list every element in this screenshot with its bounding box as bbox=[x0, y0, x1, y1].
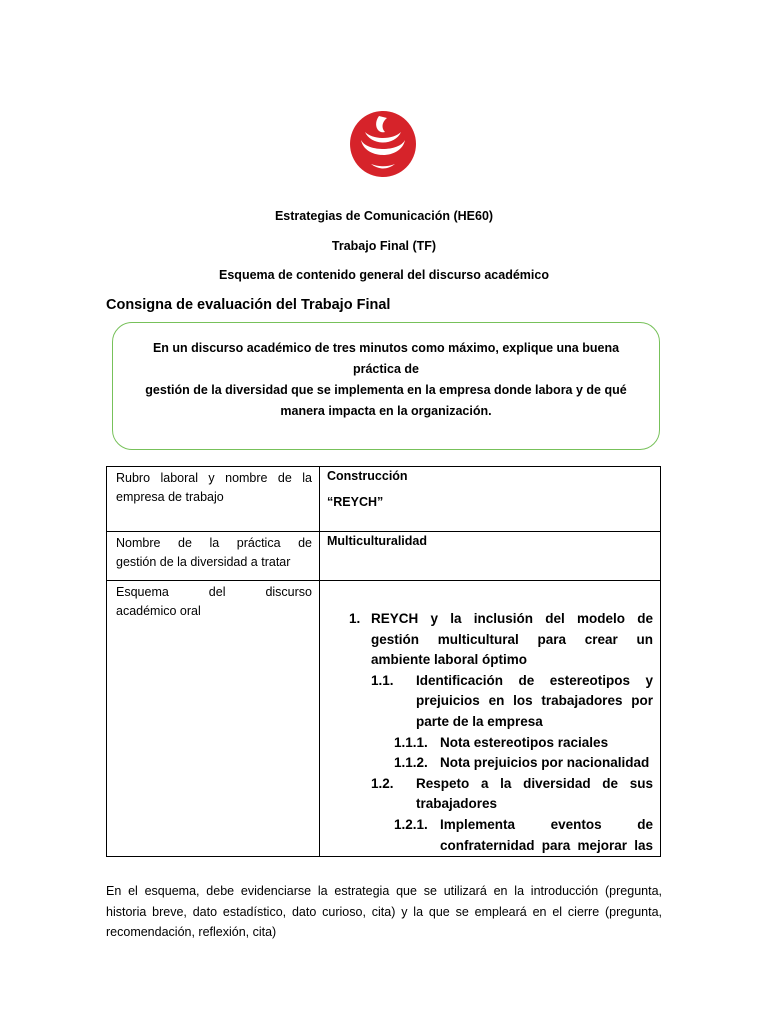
industry-value: Construcción bbox=[327, 469, 408, 483]
outline-number: 1. bbox=[349, 611, 361, 626]
outline-item bbox=[394, 753, 653, 774]
outline-text: Nota prejuicios por nacionalidad bbox=[440, 755, 650, 771]
row-label-line: empresa de trabajo bbox=[116, 490, 224, 504]
document-subtitle: Esquema de contenido general del discurso académico bbox=[219, 268, 549, 282]
assignment-title: Trabajo Final (TF) bbox=[331, 239, 437, 253]
row-label-line: académico oral bbox=[116, 604, 201, 618]
outline-item bbox=[371, 671, 653, 733]
speech-outline bbox=[320, 609, 653, 856]
table-row bbox=[107, 581, 661, 857]
row-label bbox=[107, 467, 320, 532]
outline-text: Nota estereotipos raciales bbox=[440, 734, 609, 750]
table-row bbox=[107, 532, 661, 581]
prompt-line: En un discurso académico de tres minutos como máximo, explique una buena práctica de bbox=[152, 341, 620, 376]
outline-item bbox=[394, 733, 653, 754]
prompt-text bbox=[131, 338, 641, 422]
row-value bbox=[320, 467, 661, 532]
practice-value: Multiculturalidad bbox=[327, 534, 427, 548]
row-value bbox=[320, 532, 661, 581]
outline-text: Respeto a la diversidad de sus trabajadores bbox=[416, 775, 653, 812]
outline-text: Identificación de estereotipos y prejuicios en los trabajadores por parte de la empresa bbox=[416, 672, 653, 729]
row-label-line: Nombre de la práctica de bbox=[116, 536, 312, 550]
row-label-line: gestión de la diversidad a tratar bbox=[116, 555, 291, 569]
outline-number: 1.1.2. bbox=[394, 755, 428, 771]
row-label-line: Rubro laboral y nombre de la bbox=[116, 471, 312, 485]
company-value: “REYCH” bbox=[327, 495, 384, 509]
table-row bbox=[107, 467, 661, 532]
outline-text: Implementa eventos de confraternidad para mejorar las bbox=[440, 816, 653, 853]
outline-number: 1.2.1. bbox=[394, 816, 428, 832]
outline-item bbox=[394, 815, 653, 856]
row-value bbox=[320, 581, 661, 857]
outline-text: REYCH y la inclusión del modelo de gestión multicultural para crear un ambiente laboral óptimo bbox=[371, 611, 653, 668]
university-logo bbox=[349, 110, 417, 178]
outline-number: 1.2. bbox=[371, 775, 394, 791]
section-title: Consigna de evaluación del Trabajo Final bbox=[106, 297, 391, 313]
row-label-line: Esquema del discurso bbox=[116, 585, 312, 599]
prompt-line: manera impacta en la organización. bbox=[280, 404, 492, 418]
course-title: Estrategias de Comunicación (HE60) bbox=[274, 209, 494, 223]
outline-item bbox=[371, 774, 653, 815]
outline-item bbox=[349, 609, 653, 671]
row-label bbox=[107, 581, 320, 857]
row-label bbox=[107, 532, 320, 581]
outline-number: 1.1.1. bbox=[394, 734, 428, 750]
outline-number: 1.1. bbox=[371, 672, 394, 688]
content-table bbox=[106, 466, 661, 857]
footer-note: En el esquema, debe evidenciarse la estrategia que se utilizará en la introducción (pregunta, historia breve, dato estadístico, dato curioso, cita) y la que se empleará en el cierre (pregunta, recomendación, reflexión, cita) bbox=[106, 884, 662, 939]
prompt-box bbox=[112, 322, 660, 450]
prompt-line: gestión de la diversidad que se implementa en la empresa donde labora y de qué bbox=[145, 383, 627, 397]
